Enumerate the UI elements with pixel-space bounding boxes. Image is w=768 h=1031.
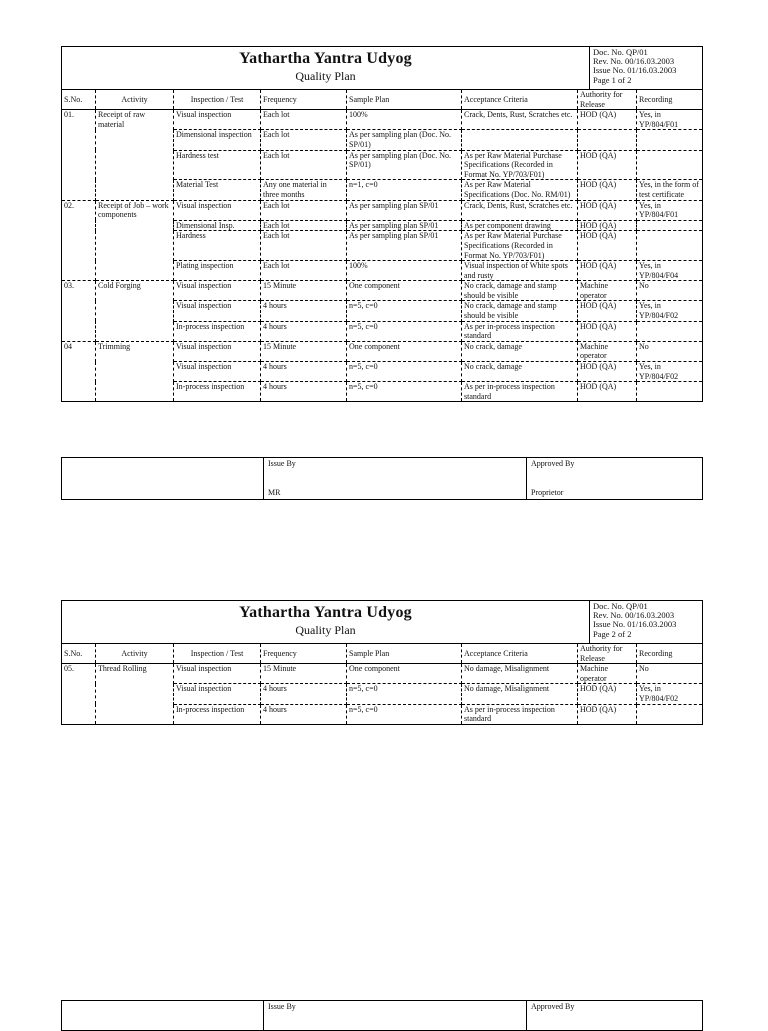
col-frequency: Frequency	[261, 644, 347, 664]
col-inspection: Inspection / Test	[174, 644, 261, 664]
cell-inspection: Material Test	[174, 180, 261, 200]
cell-authority: Machine operator	[578, 664, 637, 684]
cell-authority: HOD (QA)	[578, 180, 637, 200]
approved-by-cell	[527, 1001, 703, 1031]
cell-recording: Yes, in the form of test certificate	[637, 180, 703, 200]
cell-sample-plan: As per sampling plan (Doc. No. SP/01)	[347, 150, 462, 180]
table-row	[62, 341, 703, 361]
issue-number: Issue No. 01/16.03.2003	[593, 619, 677, 630]
cell-sno: 04	[62, 341, 96, 361]
cell-sno	[62, 180, 96, 200]
cell-acceptance: As per in-process inspection standard	[462, 704, 578, 724]
table-row	[62, 130, 703, 150]
company-name: Yathartha Yantra Udyog	[239, 604, 412, 621]
issue-by-label: Issue By	[268, 459, 296, 468]
cell-frequency: 4 hours	[261, 301, 347, 321]
cell-activity	[96, 220, 174, 231]
cell-frequency: 15 Minute	[261, 664, 347, 684]
cell-sample-plan: As per sampling plan SP/01	[347, 231, 462, 261]
cell-acceptance: As per component drawing	[462, 220, 578, 231]
cell-inspection: Visual inspection	[174, 110, 261, 130]
cell-sample-plan: n=5, c=0	[347, 321, 462, 341]
cell-inspection: Hardness test	[174, 150, 261, 180]
cell-recording: Yes, in YP/804/F01	[637, 200, 703, 220]
col-recording: Recording	[637, 90, 703, 110]
cell-recording: Yes, in YP/804/F02	[637, 684, 703, 704]
table-row	[62, 231, 703, 261]
cell-sno	[62, 362, 96, 382]
cell-sno	[62, 321, 96, 341]
table-row	[62, 704, 703, 724]
cell-activity	[96, 362, 174, 382]
cell-sample-plan: n=5, c=0	[347, 704, 462, 724]
cell-frequency: Each lot	[261, 261, 347, 281]
doc-info-cell	[590, 47, 703, 90]
cell-sample-plan: n=5, c=0	[347, 684, 462, 704]
cell-sample-plan: n=5, c=0	[347, 301, 462, 321]
table-body-2	[62, 664, 703, 725]
cell-activity: Receipt of raw material	[96, 110, 174, 130]
footer-blank	[62, 458, 264, 500]
col-sno: S.No.	[62, 90, 96, 110]
cell-recording: Yes, in YP/804/F02	[637, 362, 703, 382]
cell-acceptance	[462, 130, 578, 150]
cell-sno	[62, 231, 96, 261]
cell-authority	[578, 130, 637, 150]
cell-recording	[637, 231, 703, 261]
cell-authority: HOD (QA)	[578, 150, 637, 180]
cell-acceptance: No damage, Misalignment	[462, 664, 578, 684]
col-activity: Activity	[96, 644, 174, 664]
cell-sample-plan: One component	[347, 664, 462, 684]
page-1-footer	[61, 457, 702, 500]
cell-activity	[96, 261, 174, 281]
cell-activity	[96, 180, 174, 200]
cell-sample-plan: 100%	[347, 261, 462, 281]
cell-frequency: Each lot	[261, 130, 347, 150]
page-number: Page 2 of 2	[593, 628, 632, 639]
cell-sno	[62, 261, 96, 281]
cell-acceptance: No crack, damage	[462, 362, 578, 382]
cell-activity	[96, 704, 174, 724]
col-authority: Authority for Release	[578, 644, 637, 664]
cell-recording: Yes, in YP/804/F02	[637, 301, 703, 321]
cell-frequency: Each lot	[261, 150, 347, 180]
cell-sno	[62, 704, 96, 724]
cell-authority: HOD (QA)	[578, 301, 637, 321]
table-row	[62, 664, 703, 684]
cell-sample-plan: As per sampling plan SP/01	[347, 220, 462, 231]
cell-acceptance: As per Raw Material Specifications (Doc. No. RM/01)	[462, 180, 578, 200]
revision-number: Rev. No. 00/16.03.2003	[593, 610, 675, 621]
cell-activity: Receipt of Job – work components	[96, 200, 174, 220]
issue-by-cell	[264, 458, 527, 500]
cell-acceptance: No crack, damage and stamp should be visible	[462, 281, 578, 301]
cell-recording	[637, 150, 703, 180]
issue-number: Issue No. 01/16.03.2003	[593, 65, 677, 76]
table-row	[62, 684, 703, 704]
cell-sno: 05.	[62, 664, 96, 684]
cell-sno	[62, 220, 96, 231]
cell-activity: Trimming	[96, 341, 174, 361]
cell-sno: 01.	[62, 110, 96, 130]
quality-plan-table-2	[61, 643, 703, 725]
col-acceptance: Acceptance Criteria	[462, 644, 578, 664]
cell-sample-plan: As per sampling plan SP/01	[347, 200, 462, 220]
cell-acceptance: Crack, Dents, Rust, Scratches etc.	[462, 200, 578, 220]
cell-frequency: 4 hours	[261, 684, 347, 704]
cell-acceptance: As per in-process inspection standard	[462, 321, 578, 341]
cell-recording	[637, 220, 703, 231]
cell-inspection: In-process inspection	[174, 704, 261, 724]
cell-sample-plan: 100%	[347, 110, 462, 130]
cell-acceptance: As per Raw Material Purchase Specifications (Recorded in Format No. YP/703/F01)	[462, 150, 578, 180]
doc-number: Doc. No. QP/01	[593, 47, 648, 57]
cell-activity	[96, 130, 174, 150]
cell-frequency: 4 hours	[261, 382, 347, 402]
cell-authority: HOD (QA)	[578, 382, 637, 402]
cell-activity	[96, 150, 174, 180]
cell-acceptance: No crack, damage	[462, 341, 578, 361]
cell-sample-plan: As per sampling plan (Doc. No. SP/01)	[347, 130, 462, 150]
cell-sno	[62, 301, 96, 321]
cell-authority: HOD (QA)	[578, 704, 637, 724]
table-row	[62, 301, 703, 321]
cell-inspection: In-process inspection	[174, 382, 261, 402]
cell-sno	[62, 150, 96, 180]
cell-frequency: 4 hours	[261, 362, 347, 382]
cell-acceptance: As per in-process inspection standard	[462, 382, 578, 402]
table-row	[62, 382, 703, 402]
table-row	[62, 180, 703, 200]
cell-activity	[96, 684, 174, 704]
cell-sno	[62, 684, 96, 704]
cell-acceptance: No damage, Misalignment	[462, 684, 578, 704]
col-authority: Authority for Release	[578, 90, 637, 110]
document-title: Quality Plan	[295, 69, 356, 83]
cell-inspection: Dimensional Insp.	[174, 220, 261, 231]
cell-recording: No	[637, 341, 703, 361]
col-inspection: Inspection / Test	[174, 90, 261, 110]
cell-recording	[637, 382, 703, 402]
cell-activity	[96, 321, 174, 341]
cell-inspection: Hardness	[174, 231, 261, 261]
table-row	[62, 110, 703, 130]
document-title: Quality Plan	[295, 623, 356, 637]
cell-authority: HOD (QA)	[578, 362, 637, 382]
cell-inspection: Plating inspection	[174, 261, 261, 281]
issue-by-label: Issue By	[268, 1002, 296, 1011]
cell-frequency: 15 Minute	[261, 281, 347, 301]
table-row	[62, 261, 703, 281]
cell-sample-plan: One component	[347, 341, 462, 361]
col-sno: S.No.	[62, 644, 96, 664]
cell-recording: No	[637, 664, 703, 684]
table-header-row	[62, 644, 703, 664]
col-sample-plan: Sample Plan	[347, 644, 462, 664]
cell-authority: HOD (QA)	[578, 200, 637, 220]
cell-sample-plan: n=5, c=0	[347, 382, 462, 402]
cell-recording	[637, 130, 703, 150]
approved-by-cell	[527, 458, 703, 500]
issue-by-cell	[264, 1001, 527, 1031]
table-row	[62, 321, 703, 341]
cell-activity	[96, 301, 174, 321]
header-title-cell	[62, 47, 590, 90]
cell-authority: Machine operator	[578, 281, 637, 301]
cell-acceptance: No crack, damage and stamp should be visible	[462, 301, 578, 321]
approver: Proprietor	[531, 488, 564, 497]
cell-acceptance: As per Raw Material Purchase Specifications (Recorded in Format No. YP/703/F01)	[462, 231, 578, 261]
revision-number: Rev. No. 00/16.03.2003	[593, 56, 675, 67]
col-recording: Recording	[637, 644, 703, 664]
cell-recording: No	[637, 281, 703, 301]
cell-activity: Cold Forging	[96, 281, 174, 301]
page-1-header	[61, 46, 703, 90]
issuer: MR	[268, 488, 281, 497]
cell-frequency: 15 Minute	[261, 341, 347, 361]
cell-inspection: Visual inspection	[174, 664, 261, 684]
cell-inspection: Dimensional inspection	[174, 130, 261, 150]
col-acceptance: Acceptance Criteria	[462, 90, 578, 110]
page-2-header	[61, 600, 703, 644]
cell-inspection: Visual inspection	[174, 200, 261, 220]
cell-authority: HOD (QA)	[578, 684, 637, 704]
table-row	[62, 150, 703, 180]
cell-recording: Yes, in YP/804/F04	[637, 261, 703, 281]
cell-frequency: Any one material in three months	[261, 180, 347, 200]
cell-sno	[62, 130, 96, 150]
cell-inspection: Visual inspection	[174, 684, 261, 704]
cell-recording: Yes, in YP/804/F01	[637, 110, 703, 130]
cell-authority: HOD (QA)	[578, 321, 637, 341]
page-2	[61, 600, 702, 725]
cell-authority: HOD (QA)	[578, 110, 637, 130]
page-2-footer	[61, 1000, 702, 1031]
quality-plan-table-1	[61, 89, 703, 402]
cell-acceptance: Visual inspection of White spots and rusty	[462, 261, 578, 281]
cell-sample-plan: n=5, c=0	[347, 362, 462, 382]
page-1	[61, 46, 702, 402]
cell-activity	[96, 382, 174, 402]
cell-inspection: Visual inspection	[174, 341, 261, 361]
cell-authority: HOD (QA)	[578, 231, 637, 261]
page-number: Page 1 of 2	[593, 74, 632, 85]
cell-sno: 03.	[62, 281, 96, 301]
cell-frequency: 4 hours	[261, 321, 347, 341]
cell-inspection: In-process inspection	[174, 321, 261, 341]
cell-inspection: Visual inspection	[174, 281, 261, 301]
col-activity: Activity	[96, 90, 174, 110]
cell-frequency: Each lot	[261, 220, 347, 231]
cell-frequency: Each lot	[261, 200, 347, 220]
table-row	[62, 362, 703, 382]
cell-activity	[96, 231, 174, 261]
cell-authority: HOD (QA)	[578, 220, 637, 231]
cell-sno: 02.	[62, 200, 96, 220]
cell-sno	[62, 382, 96, 402]
cell-authority: HOD (QA)	[578, 261, 637, 281]
col-frequency: Frequency	[261, 90, 347, 110]
doc-number: Doc. No. QP/01	[593, 601, 648, 611]
footer-blank	[62, 1001, 264, 1031]
cell-inspection: Visual inspection	[174, 362, 261, 382]
header-title-cell	[62, 601, 590, 644]
table-row	[62, 281, 703, 301]
cell-recording	[637, 321, 703, 341]
cell-frequency: Each lot	[261, 231, 347, 261]
table-header-row	[62, 90, 703, 110]
doc-info-cell	[590, 601, 703, 644]
cell-acceptance: Crack, Dents, Rust, Scratches etc.	[462, 110, 578, 130]
cell-recording	[637, 704, 703, 724]
cell-sample-plan: One component	[347, 281, 462, 301]
approved-by-label: Approved By	[531, 1002, 575, 1011]
table-row	[62, 220, 703, 231]
cell-frequency: Each lot	[261, 110, 347, 130]
table-row	[62, 200, 703, 220]
cell-activity: Thread Rolling	[96, 664, 174, 684]
company-name: Yathartha Yantra Udyog	[239, 50, 412, 67]
cell-authority: Machine operator	[578, 341, 637, 361]
col-sample-plan: Sample Plan	[347, 90, 462, 110]
cell-frequency: 4 hours	[261, 704, 347, 724]
table-body-1	[62, 110, 703, 402]
cell-inspection: Visual inspection	[174, 301, 261, 321]
approved-by-label: Approved By	[531, 459, 575, 468]
cell-sample-plan: n=1, c=0	[347, 180, 462, 200]
